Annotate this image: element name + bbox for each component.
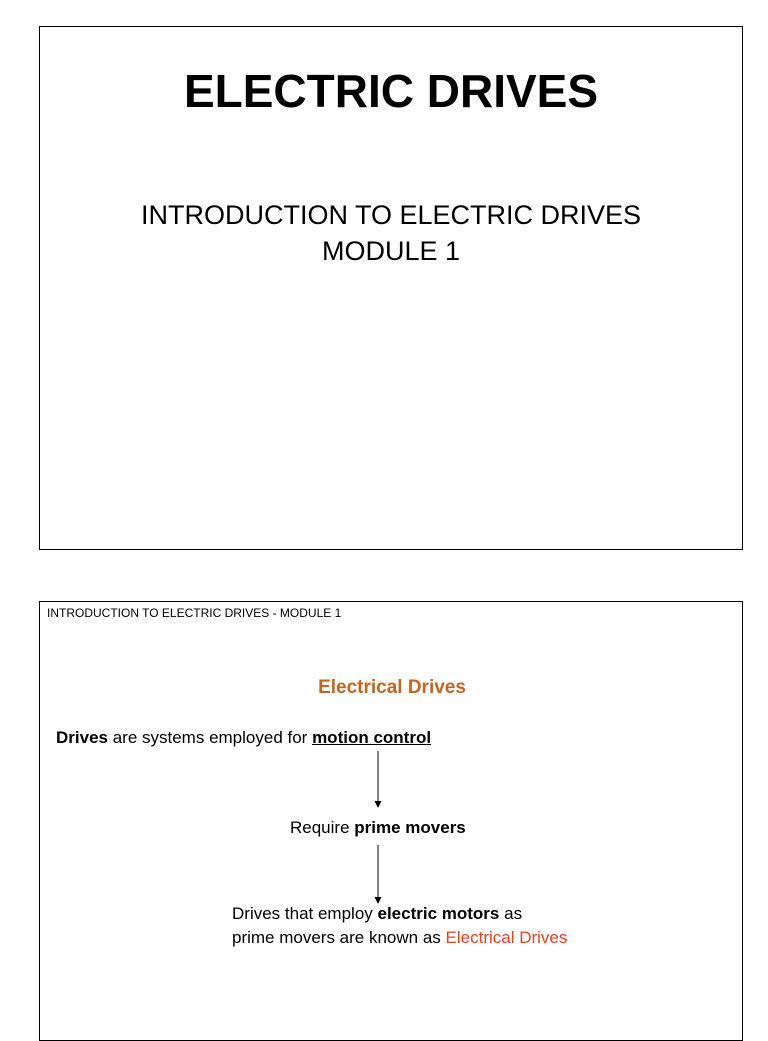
prime-movers-term: prime movers: [354, 818, 466, 837]
slide-subtitle: [40, 197, 742, 269]
definition-text-1: Drives that employ: [232, 904, 378, 923]
slide-header: INTRODUCTION TO ELECTRIC DRIVES - MODULE 1: [47, 606, 342, 620]
drives-term: Drives: [56, 728, 108, 747]
electrical-drives-definition: [232, 902, 567, 950]
prime-movers-line: [290, 817, 466, 839]
arrow-down-icon: [372, 845, 384, 905]
require-text: Require: [290, 818, 355, 837]
definition-row-2: [232, 926, 567, 950]
motion-control-term: motion control: [312, 728, 432, 747]
title-slide: [39, 26, 743, 550]
definition-row-1: [232, 902, 567, 926]
section-heading: Electrical Drives: [318, 677, 466, 698]
arrow-down-icon: [372, 751, 384, 809]
definition-line: [56, 727, 431, 749]
definition-text-3: prime movers are known as: [232, 928, 446, 947]
definition-middle: are systems employed for: [107, 728, 313, 747]
electrical-drives-term: Electrical Drives: [445, 928, 568, 947]
electric-motors-term: electric motors: [377, 904, 500, 923]
subtitle-line-1: INTRODUCTION TO ELECTRIC DRIVES: [140, 200, 642, 230]
subtitle-line-2: MODULE 1: [321, 236, 461, 266]
content-slide: [39, 601, 743, 1041]
slide-title: ELECTRIC DRIVES: [183, 65, 599, 117]
definition-text-2: as: [499, 904, 523, 923]
